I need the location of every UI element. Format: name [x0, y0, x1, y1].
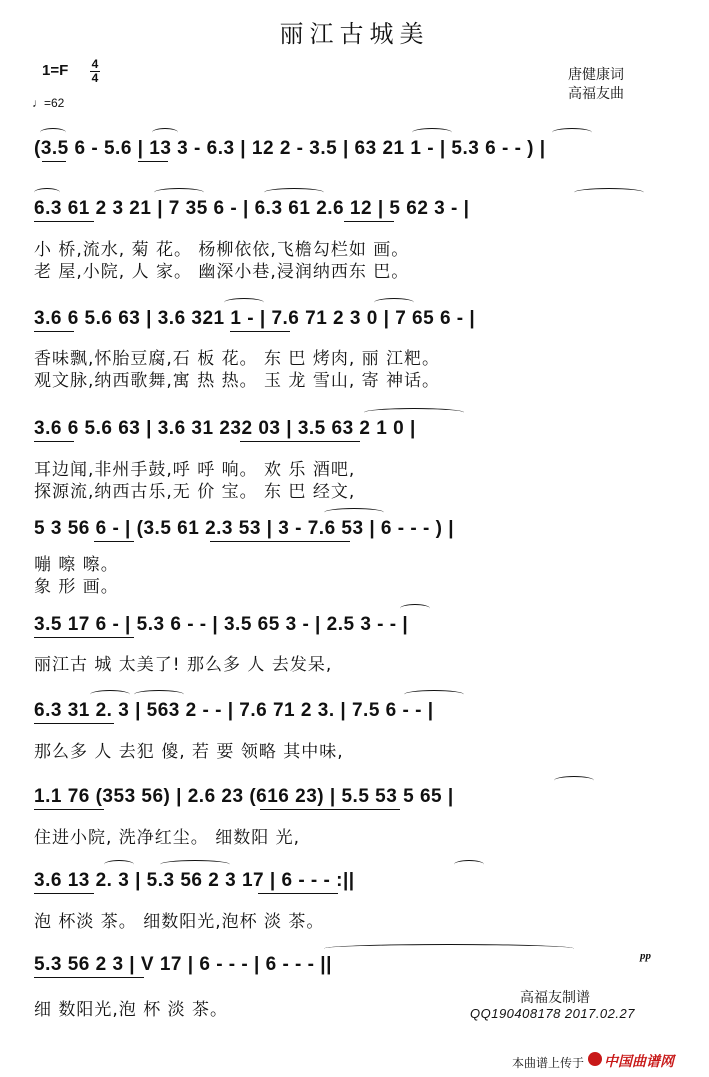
time-signature-top: 4	[91, 57, 99, 71]
staff-notes: 3.6 13 2. 3 | 5.3 56 2 3 17 | 6 - - - :||	[34, 870, 355, 891]
transcriber-signature: 高福友制谱	[520, 990, 590, 1006]
staff-notes: 6.3 61 2 3 21 | 7 35 6 - | 6.3 61 2.6 12 | 5 62 3 - |	[34, 198, 470, 219]
transcriber-contact: QQ190408178 2017.02.27	[470, 1006, 635, 1021]
staff-line	[34, 128, 670, 164]
staff-line	[34, 776, 670, 812]
staff-line	[34, 188, 670, 224]
staff-line	[34, 298, 670, 334]
staff-notes: 3.6 6 5.6 63 | 3.6 321 1 - | 7.6 71 2 3 0 | 7 65 6 - |	[34, 308, 476, 329]
lyric-line: 住进小院, 洗净红尘。 细数阳 光,	[34, 828, 301, 848]
song-title: 丽江古城美	[279, 20, 430, 48]
lyric-line: 探源流,纳西古乐,无 价 宝。 东 巴 经文,	[34, 482, 356, 502]
staff-line	[34, 408, 670, 444]
lyric-line: 嘣 嚓 嚓。	[34, 555, 119, 575]
staff-line	[34, 508, 670, 544]
staff-notes: 1.1 76 (353 56) | 2.6 23 (616 23) | 5.5 53 5 65 |	[34, 786, 454, 807]
lyricist-credit: 唐健康词	[568, 67, 624, 83]
staff-notes: 5 3 56 6 - | (3.5 61 2.3 53 | 3 - 7.6 53 | 6 - - - ) |	[34, 518, 455, 539]
composer-credit: 高福友曲	[568, 86, 624, 102]
staff-notes: 3.6 6 5.6 63 | 3.6 31 232 03 | 3.5 63 2 1 0 |	[34, 418, 416, 439]
lyric-line: 老 屋,小院, 人 家。 幽深小巷,浸润纳西东 巴。	[34, 262, 410, 282]
lyric-line: 观文脉,纳西歌舞,寓 热 热。 玉 龙 雪山, 寄 神话。	[34, 371, 441, 391]
staff-notes: (3.5 6 - 5.6 | 13 3 - 6.3 | 12 2 - 3.5 | 63 21 1 - | 5.3 6 - - ) |	[34, 138, 546, 159]
staff-line	[34, 860, 670, 896]
key-signature: 1=F	[42, 62, 69, 79]
tempo-marking: ♩=62	[32, 96, 65, 110]
lyric-line: 小 桥,流水, 菊 花。 杨柳依依,飞檐勾栏如 画。	[34, 240, 410, 260]
lyric-line: 细 数阳光,泡 杯 淡 茶。	[34, 1000, 229, 1020]
staff-notes: 3.5 17 6 - | 5.3 6 - - | 3.5 65 3 - | 2.5 3 - - |	[34, 614, 409, 635]
staff-line	[34, 604, 670, 640]
lyric-line: 耳边闻,非州手鼓,呼 呼 响。 欢 乐 酒吧,	[34, 460, 356, 480]
staff-line	[34, 690, 670, 726]
site-logo-icon	[588, 1052, 602, 1066]
staff-notes: 6.3 31 2. 3 | 563 2 - - | 7.6 71 2 3. | 7.5 6 - - |	[34, 700, 434, 721]
lyric-line: 那么多 人 去犯 傻, 若 要 领略 其中味,	[34, 742, 344, 762]
lyric-line: 泡 杯淡 茶。 细数阳光,泡杯 淡 茶。	[34, 912, 325, 932]
lyric-line: 香味飘,怀胎豆腐,石 板 花。 东 巴 烤肉, 丽 江粑。	[34, 349, 441, 369]
time-signature-bottom: 4	[91, 71, 99, 85]
upload-note: 本曲谱上传于	[512, 1056, 585, 1070]
site-name[interactable]: 中国曲谱网	[604, 1053, 674, 1069]
staff-line	[34, 944, 670, 980]
lyric-line: 象 形 画。	[34, 577, 119, 597]
time-signature	[90, 58, 100, 85]
staff-notes: 5.3 56 2 3 | V 17 | 6 - - - | 6 - - - ||	[34, 954, 332, 975]
dynamic-marking: pp	[640, 950, 651, 962]
lyric-line: 丽江古 城 太美了! 那么多 人 去发呆,	[34, 655, 333, 675]
